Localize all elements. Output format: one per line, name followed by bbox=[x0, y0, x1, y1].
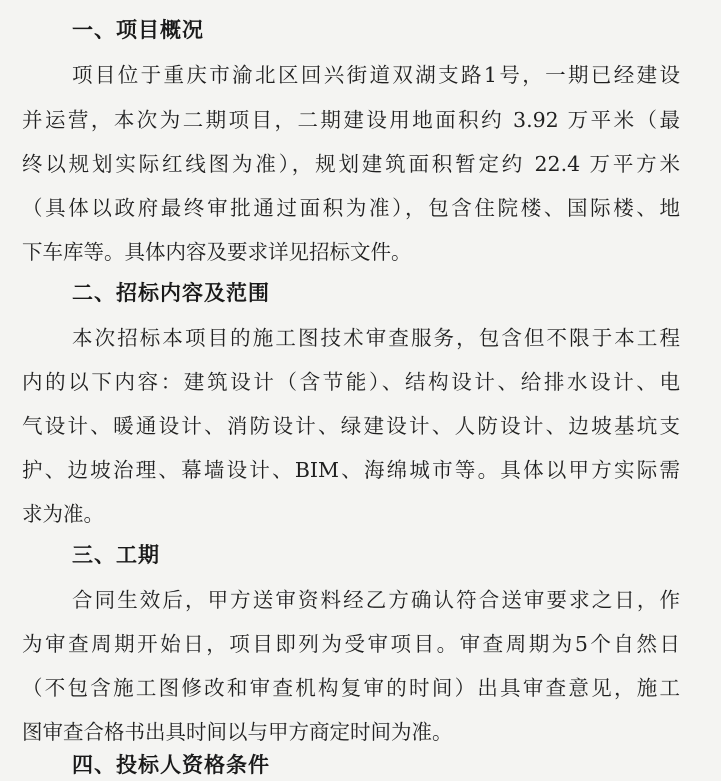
paragraph-line: （具体以政府最终审批通过面积为准），包含住院楼、国际楼、地 bbox=[22, 196, 680, 220]
paragraph-line: 下车库等。具体内容及要求详见招标文件。 bbox=[22, 240, 412, 264]
paragraph-line: 为审查周期开始日，项目即列为受审项目。审查周期为5个自然日 bbox=[22, 632, 680, 656]
paragraph-line: 气设计、暖通设计、消防设计、绿建设计、人防设计、边坡基坑支 bbox=[22, 414, 680, 438]
paragraph-line: 图审查合格书出具时间以与甲方商定时间为准。 bbox=[22, 720, 453, 744]
section-heading-project-overview: 一、项目概况 bbox=[72, 18, 204, 42]
paragraph-line: 终以规划实际红线图为准），规划建筑面积暂定约 22.4 万平方米 bbox=[22, 152, 680, 176]
paragraph-line: 项目位于重庆市渝北区回兴街道双湖支路1号，一期已经建设 bbox=[72, 63, 680, 87]
paragraph-line: 本次招标本项目的施工图技术审查服务，包含但不限于本工程 bbox=[72, 326, 680, 350]
paragraph-line: 并运营，本次为二期项目，二期建设用地面积约 3.92 万平米（最 bbox=[22, 108, 680, 132]
section-heading-schedule: 三、工期 bbox=[72, 543, 160, 567]
paragraph-line: 合同生效后，甲方送审资料经乙方确认符合送审要求之日，作 bbox=[72, 588, 680, 612]
paragraph-line: （不包含施工图修改和审查机构复审的时间）出具审查意见，施工 bbox=[22, 676, 680, 700]
section-heading-bidder-qualifications: 四、投标人资格条件 bbox=[72, 753, 270, 777]
paragraph-line: 求为准。 bbox=[22, 502, 104, 526]
section-heading-bid-scope: 二、招标内容及范围 bbox=[72, 281, 270, 305]
paragraph-line: 内的以下内容：建筑设计（含节能）、结构设计、给排水设计、电 bbox=[22, 370, 680, 394]
paragraph-line: 护、边坡治理、幕墙设计、BIM、海绵城市等。具体以甲方实际需 bbox=[22, 458, 680, 482]
